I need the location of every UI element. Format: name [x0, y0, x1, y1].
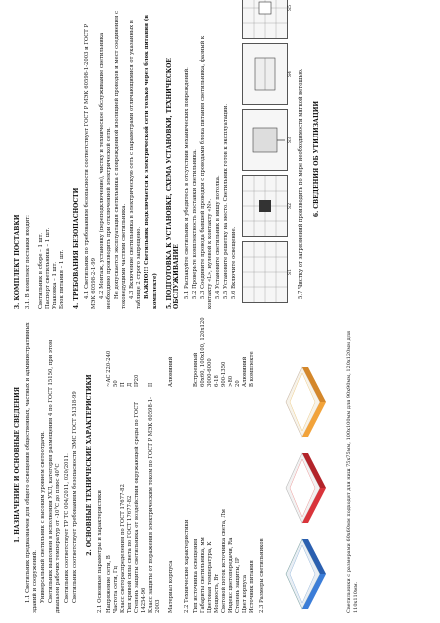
- spec-value: IP20: [133, 374, 140, 387]
- section-2-title: 2. ОСНОВНЫЕ ТЕХНИЧЕСКИЕ ХАРАКТЕРИСТИКИ: [85, 374, 93, 556]
- panel-image-blue: [280, 535, 342, 613]
- spec-value: Д: [126, 382, 133, 387]
- sec5-item: 5.4 Установите светильник в нишу потолка.: [215, 175, 222, 299]
- table-row: [242, 317, 249, 613]
- kit-item: Светильник в сборе – 1 шт.: [38, 232, 45, 309]
- spec-value: Встроенный: [193, 352, 200, 387]
- spec-value: II: [147, 382, 154, 387]
- step-label: S5: [288, 5, 294, 11]
- sec5-item: 5.3 Соедините провода бывшей проводки с проводами блока питания светильника, фазный к контакту «L», нулевой к контакту «N».: [199, 35, 214, 309]
- sec1-paragraph: Универсальный светильник с высоким уровнем светоотдачи.: [40, 431, 47, 603]
- section-4-title: 4. ТРЕБОВАНИЯ БЕЗОПАСНОСТИ: [72, 187, 80, 309]
- kit-item: Блок питания – 1 шт.: [59, 249, 66, 309]
- spec-table-2: [193, 317, 256, 613]
- spec-value: В комплекте: [249, 351, 256, 387]
- material-value: Алюминий: [167, 356, 174, 387]
- spec-value: >80: [228, 375, 235, 387]
- sec1-paragraph: Светильник соответствует ТР ТС 004/2011, 020/2011.: [63, 453, 70, 603]
- sec22-subtitle: 2.2 Технические характеристики: [183, 519, 190, 613]
- sec57-text: 5.7 Чистку от загрязнений производить по мере необходимости мягкой ветошью.: [298, 68, 305, 299]
- spec-key: Световой поток источника света, Лм: [221, 509, 228, 613]
- spec-key: Тип источника освещения: [193, 538, 200, 613]
- sec23-subtitle: 2.3 Размеры светильников: [259, 538, 266, 613]
- spec-value: ~АС 220-240: [105, 350, 112, 387]
- spec-value: П: [119, 382, 126, 387]
- table-row: [235, 317, 242, 613]
- step-label: S4: [288, 71, 294, 77]
- spec-key: Габариты светильника, мм: [200, 537, 207, 613]
- spec-key: Напряжение сети, В: [105, 555, 112, 613]
- section-6-title: 6. СВЕДЕНИЯ ОБ УТИЛИЗАЦИИ: [312, 100, 320, 218]
- spec-key: Цвет корпуса: [242, 574, 249, 613]
- table-row: [228, 317, 235, 613]
- spec-key: Класс защиты от поражения электрическим током по ГОСТ Р МЭК 60598-1-2003: [147, 397, 161, 613]
- luminaire-images: [272, 317, 342, 613]
- table-row: [120, 317, 127, 613]
- table-row: [134, 317, 148, 613]
- sec4-paragraph: 4.2 Монтаж, установку (переподключение), чистку и техническое обслуживание светильника необходимо производить при отключенной электрической сети.: [98, 32, 112, 309]
- spec-key: Мощность, Вт: [214, 573, 221, 613]
- table-row: [106, 317, 113, 613]
- left-column: [14, 317, 360, 613]
- table-row: [148, 317, 162, 613]
- spec-value: 60х60, 100х100, 120х120: [200, 317, 207, 387]
- installation-diagram: [242, 5, 294, 303]
- table-row: [127, 317, 134, 613]
- spec-key: Источник питания: [249, 560, 256, 613]
- sec4-paragraph: 4.1 Светильник по требованиям безопасности соответствует ГОСТ Р МЭК 60598-1-2003 и ГОСТ Р МЭК 60598-2-1-99: [83, 23, 97, 309]
- sec1-paragraph: Светильник соответствует требованиям безопасности ЭМС ГОСТ 51318-99: [71, 391, 78, 603]
- right-column: [14, 5, 324, 309]
- spec-value: 50: [112, 380, 119, 387]
- spec-value: Алюминий: [242, 356, 249, 387]
- kit-item: Паспорт светильника – 1 шт.: [45, 227, 52, 309]
- sec5-item: 5.2 Проверьте комплектность поставки светильника.: [191, 149, 198, 299]
- table-row: [193, 317, 200, 613]
- spec-value: 3000-6000: [207, 358, 214, 387]
- step-label: S1: [288, 269, 294, 275]
- sec5-item: 5.1 Распакуйте светильник и убедитесь в отсутствии механических повреждений.: [183, 67, 190, 299]
- sec5-item: 5.5 Установите решетку на место. Светильник готов к эксплуатации.: [223, 103, 230, 299]
- section-1-title: 1. НАЗНАЧЕНИЕ И ОСНОВНЫЕ СВЕДЕНИЯ: [14, 386, 21, 544]
- spec-key: Тип кривой силы света по ГОСТ 17677-82: [126, 495, 133, 613]
- install-step-2: [242, 175, 294, 237]
- table-row: [214, 317, 221, 613]
- spec-key: Класс светораспределения по ГОСТ 17677-82: [119, 484, 126, 613]
- spec-value: 20: [235, 380, 242, 387]
- table-row: [249, 317, 256, 613]
- sec1-paragraph: Светильник выполнен в исполнении УХЛ, категория размещения 4 по ГОСТ 15150, при этом диапазон рабочих температур от -10°С до плюс 40°С: [48, 339, 62, 613]
- sec4-paragraph: Не допускается эксплуатация светильника с поврежденной изоляцией проводов и мест соединения с токоведущими частями светильника.: [114, 11, 128, 309]
- table-row: [207, 317, 214, 613]
- sec2-subtitle: 2.1 Основные параметры и характеристики: [96, 490, 103, 613]
- material-key: Материал корпуса: [167, 560, 174, 613]
- sec3-subtitle: 3.1. В комплект поставки входит:: [25, 215, 32, 309]
- table-row: [221, 317, 228, 613]
- material-row: [168, 317, 175, 613]
- spec-table-1: [106, 317, 162, 613]
- spec-value: 6-18: [214, 375, 221, 387]
- kit-item: Упаковка – 1 шт.: [52, 261, 59, 309]
- step-label: S3: [288, 137, 294, 143]
- sec4-paragraph: 4.3 Включение светильника в электрическую сеть с параметрами отличающимися от указанных в таблице 2 строго запрещено.: [129, 20, 143, 309]
- section-3-title: 3. КОМПЛЕКТ ПОСТАВКИ: [14, 214, 21, 309]
- install-step-4: [242, 43, 294, 105]
- sec1-paragraph: 1.1 Светильник предназначен для общего освещения общественных, частных и административных зданий и сооружений.: [25, 322, 39, 613]
- install-step-1: [242, 241, 294, 303]
- sec5-item: 5.6 Включите освещение.: [231, 226, 238, 299]
- spec-value: 900-1350: [221, 361, 228, 387]
- spec-key: Индекс цветопередачи, Ra: [228, 537, 235, 613]
- bottom-note: Светильники с размерами 60х60мм подходят для ниш 75х75мм, 100х100мм для 90х90мм, 120х120мм для 110х110мм.: [346, 330, 360, 613]
- table-row: [200, 317, 207, 613]
- spec-key: Цветовая температура, К: [207, 541, 214, 613]
- step-label: S2: [288, 203, 294, 209]
- spec-key: Степень защиты светильника от воздействия окружающей среды по ГОСТ 14254-96: [133, 402, 147, 613]
- spec-key: Частота сети, Гц: [112, 566, 119, 613]
- panel-image-red: [280, 449, 342, 527]
- table-row: [113, 317, 120, 613]
- install-step-3: [242, 109, 294, 171]
- warning-text: ВАЖНО!!! Светильник подключается к электрической сети только через блок питания (в комплекте): [144, 15, 158, 309]
- spec-key: Степень защиты, IP: [235, 557, 242, 613]
- install-step-5: [242, 0, 294, 39]
- section-5-title: 5. ПОДГОТОВКА К УСТАНОВКЕ, СХЕМА УСТАНОВКИ, ТЕХНИЧЕСКОЕ ОБСЛУЖИВАНИЕ: [165, 58, 180, 309]
- panel-image-orange: [280, 363, 342, 441]
